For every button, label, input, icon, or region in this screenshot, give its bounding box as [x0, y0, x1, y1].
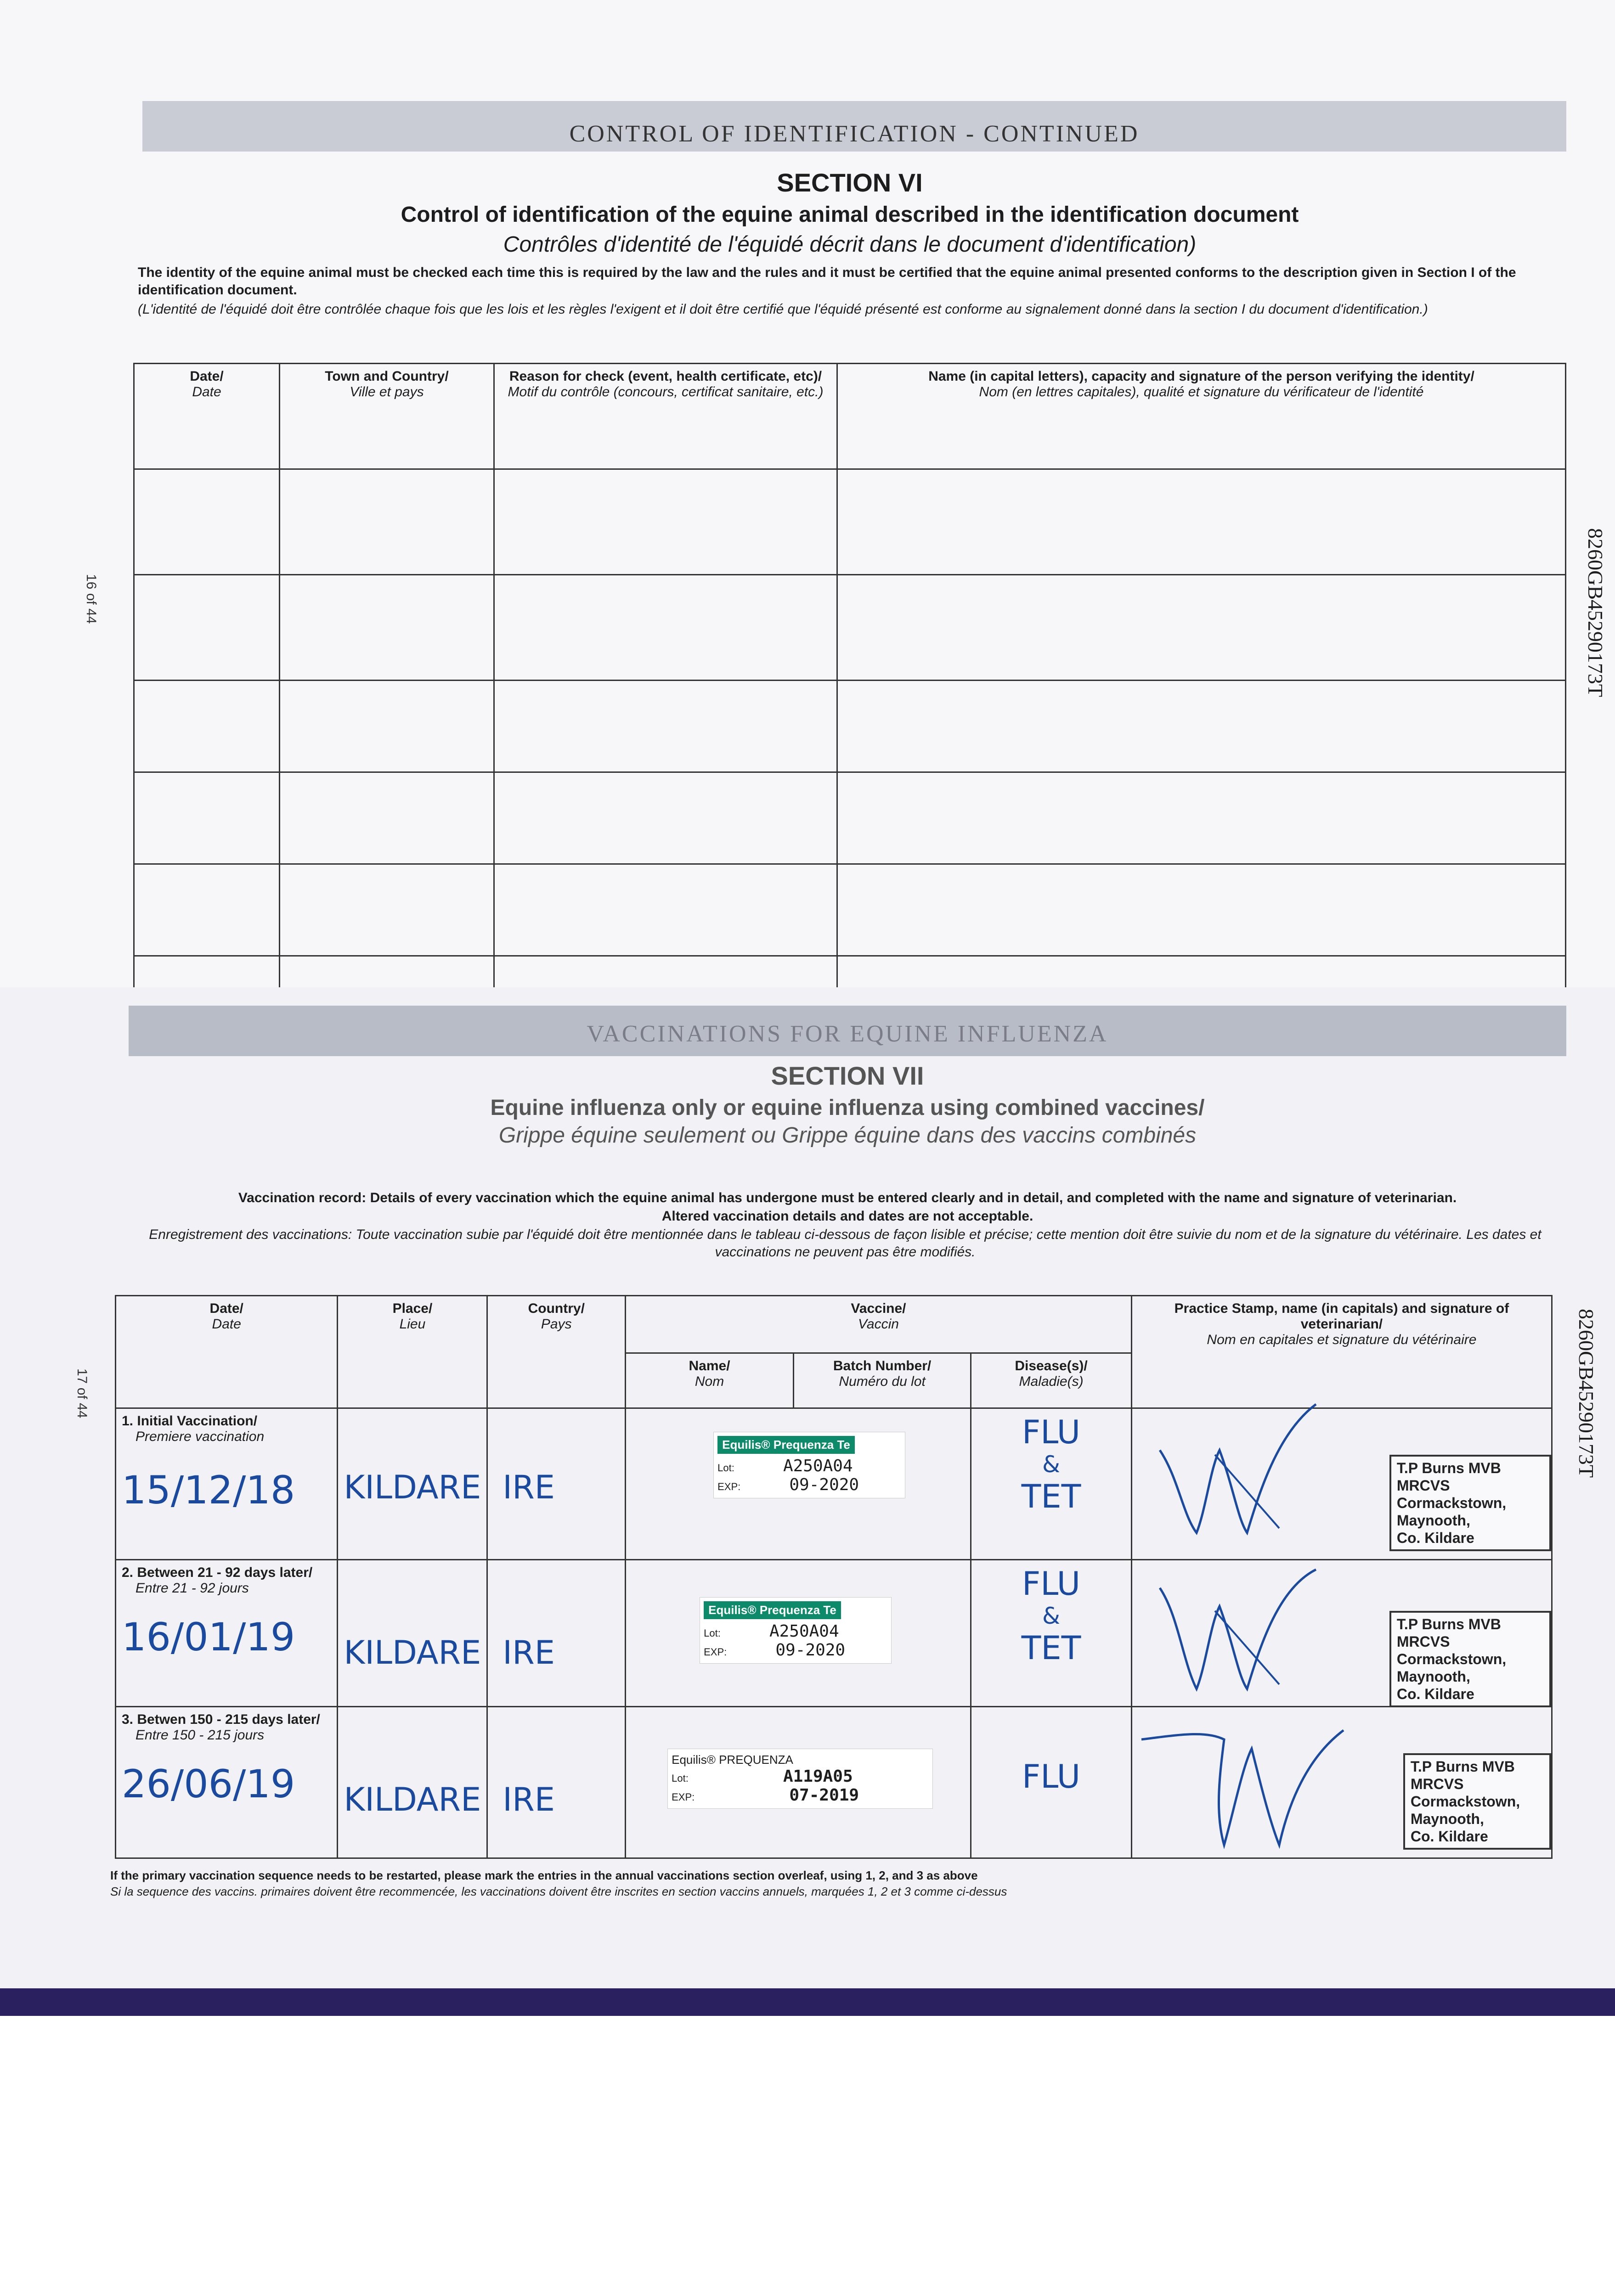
row-3-place-cell: KILDARE [338, 1707, 487, 1858]
row-1-place-cell: KILDARE [338, 1408, 487, 1560]
table-row [134, 864, 1566, 956]
banner-title: VACCINATIONS FOR EQUINE INFLUENZA [587, 1021, 1108, 1047]
record-text-en: Vaccination record: Details of every vaccination which the equine animal has undergone must be entered clearly and in detail, and completed with the name and signature of veterinarian. [238, 1190, 1457, 1205]
vaccine-sticker: Equilis® Prequenza Te Lot: A250A04 EXP: 09-2020 [700, 1597, 892, 1664]
footer-note-en: If the primary vaccination sequence needs to be restarted, please mark the entries in the annual vaccinations section overleaf, using 1, 2, and 3 as above [110, 1868, 978, 1882]
intro-text-en: The identity of the equine animal must be checked each time this is required by the law and the rules and it must be certified that the equine animal presented conforms to the description given in Section I of the identification document. [138, 265, 1516, 298]
row-3-country-cell: IRE [487, 1707, 626, 1858]
row-1-disease-cell: FLU & TET [971, 1408, 1132, 1560]
record-text-en-2: Altered vaccination details and dates are not acceptable. [661, 1209, 1033, 1224]
col-header-date: Date/ Date [134, 364, 280, 469]
section-subtitle-fr: Contrôles d'identité de l'équidé décrit dans le document d'identification) [503, 232, 1197, 257]
col-header-reason: Reason for check (event, health certificate, etc)/ Motif du contrôle (concours, certificat sanitaire, etc.) [494, 364, 837, 469]
row-1-date-cell: 1. Initial Vaccination/ Premiere vaccination 15/12/18 [116, 1408, 338, 1560]
col-header-verifier: Name (in capital letters), capacity and signature of the person verifying the identity/ Nom (en lettres capitales), qualité et signature du vérificateur de l'identité [837, 364, 1566, 469]
passport-id-code: 8260GB45290173T [1584, 528, 1607, 697]
col-header-batch: Batch Number/ Numéro du lot [793, 1353, 971, 1408]
row-3-disease-cell: FLU [971, 1707, 1132, 1858]
practice-stamp: T.P Burns MVB MRCVS Cormackstown, Maynooth, Co. Kildare [1389, 1611, 1551, 1707]
table-header-row [116, 1296, 1552, 1353]
row-2-place-cell: KILDARE [338, 1560, 487, 1707]
row-1-stamp-cell [1131, 1408, 1552, 1560]
row-2-sticker-cell [626, 1560, 971, 1707]
col-header-vaccine: Vaccine/ Vaccin [626, 1296, 1132, 1353]
col-header-town-country: Town and Country/ Ville et pays [280, 364, 494, 469]
identification-check-table [133, 363, 1566, 1001]
section-subtitle-fr: Grippe équine seulement ou Grippe équine dans des vaccins combinés [498, 1123, 1197, 1148]
page-16 [0, 0, 1615, 1001]
vet-signature [1141, 1395, 1334, 1551]
col-header-disease: Disease(s)/ Maladie(s) [971, 1353, 1132, 1408]
banner-title: CONTROL OF IDENTIFICATION - CONTINUED [569, 121, 1140, 147]
col-header-date: Date/ Date [116, 1296, 338, 1408]
row-1-country-cell: IRE [487, 1408, 626, 1560]
table-row [134, 681, 1566, 772]
table-row [116, 1560, 1552, 1707]
vet-signature [1141, 1560, 1334, 1707]
vaccine-sticker: Equilis® Prequenza Te Lot: A250A04 EXP: 09-2020 [713, 1432, 905, 1498]
table-row [134, 575, 1566, 681]
scan-background [0, 2016, 1615, 2296]
row-3-date-value: 26/06/19 [122, 1761, 295, 1806]
passport-id-code: 8260GB45290173T [1575, 1309, 1598, 1478]
col-header-place: Place/ Lieu [338, 1296, 487, 1408]
col-header-practice-stamp: Practice Stamp, name (in capitals) and signature of veterinarian/ Nom en capitales et signature du vétérinaire [1131, 1296, 1552, 1408]
page-17 [0, 987, 1615, 2002]
row-3-sticker-cell [626, 1707, 971, 1858]
col-header-vaccine-name: Name/ Nom [626, 1353, 794, 1408]
section-title: SECTION VII [771, 1061, 924, 1090]
footer-note-fr: Si la sequence des vaccins. primaires doivent être recommencée, les vaccinations doivent être inscrites en section vaccins annuels, marquées 1, 2 et 3 comme ci-dessus [110, 1885, 1007, 1898]
vaccination-table [115, 1295, 1553, 1859]
table-row [134, 469, 1566, 575]
page-number: 17 of 44 [74, 1368, 90, 1418]
table-header-row [134, 364, 1566, 469]
row-3-date-cell: 3. Betwen 150 - 215 days later/ Entre 150 - 215 jours 26/06/19 [116, 1707, 338, 1858]
practice-stamp: T.P Burns MVB MRCVS Cormackstown, Maynooth, Co. Kildare [1403, 1753, 1551, 1850]
table-row [134, 772, 1566, 864]
row-2-date-cell: 2. Between 21 - 92 days later/ Entre 21 - 92 jours 16/01/19 [116, 1560, 338, 1707]
table-row [116, 1408, 1552, 1560]
section-subtitle-en: Equine influenza only or equine influenza using combined vaccines/ [490, 1096, 1205, 1120]
row-2-date-value: 16/01/19 [122, 1615, 295, 1660]
table-row [116, 1707, 1552, 1858]
row-1-date-value: 15/12/18 [122, 1468, 295, 1513]
practice-stamp: T.P Burns MVB MRCVS Cormackstown, Maynooth, Co. Kildare [1389, 1455, 1551, 1551]
section-subtitle-en: Control of identification of the equine animal described in the identification document [401, 203, 1299, 227]
row-1-sticker-cell [626, 1408, 971, 1560]
vaccine-sticker: Equilis® PREQUENZA Lot: A119A05 EXP: 07-2019 [667, 1749, 933, 1809]
section-title: SECTION VI [777, 168, 923, 197]
row-3-stamp-cell [1131, 1707, 1552, 1858]
col-header-country: Country/ Pays [487, 1296, 626, 1408]
passport-cover-edge [0, 1988, 1615, 2016]
row-2-disease-cell: FLU & TET [971, 1560, 1132, 1707]
page-number: 16 of 44 [84, 574, 99, 624]
row-2-stamp-cell [1131, 1560, 1552, 1707]
intro-text-fr: (L'identité de l'équidé doit être contrôlée chaque fois que les lois et les règles l'exigent et il doit être certifié que l'équidé présenté est conforme au signalement donné dans la section I du document d'identification.) [138, 302, 1428, 317]
vet-signature [1132, 1712, 1353, 1859]
record-text-fr: Enregistrement des vaccinations: Toute vaccination subie par l'équidé doit être mentionnée dans le tableau ci-dessous de façon lisible et précise; cette mention doit être suivie du nom et de la signature du vétérinaire. Les dates et vaccinations ne peuvent pas être modifiés. [149, 1227, 1542, 1260]
row-2-country-cell: IRE [487, 1560, 626, 1707]
